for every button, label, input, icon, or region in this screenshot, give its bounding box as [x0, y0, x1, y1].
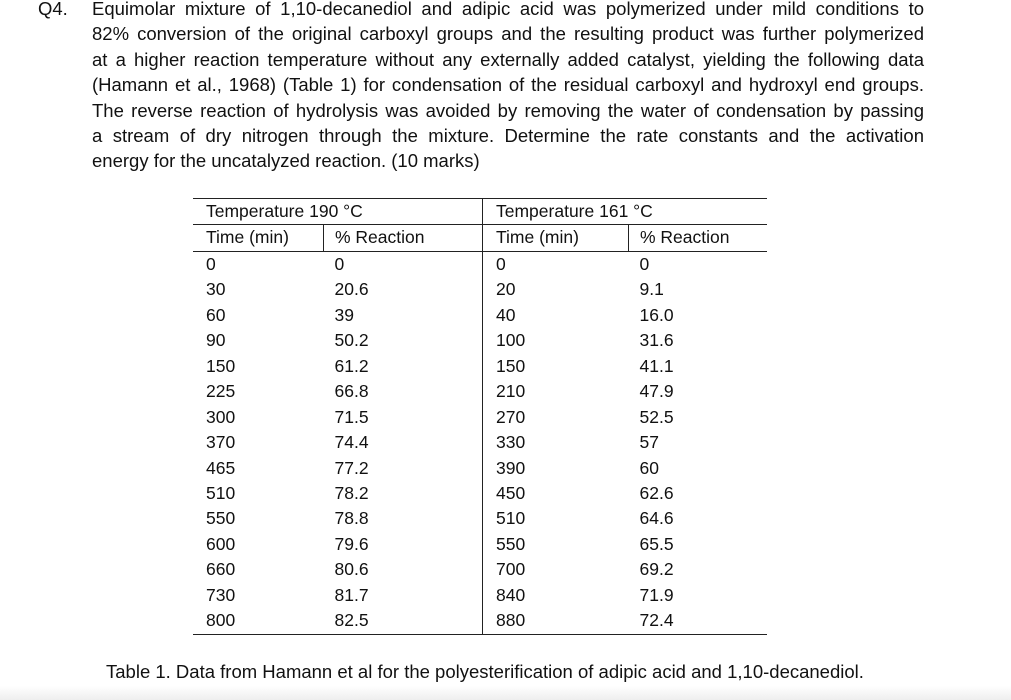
table-row: [483, 583, 767, 608]
time-cell: 600: [206, 533, 236, 554]
question-line: (Hamann et al., 1968) (Table 1) for condensation of the residual carboxyl and hydroxyl end groups.: [92, 74, 924, 96]
column-header-time: Time (min): [193, 225, 324, 251]
time-cell: 660: [206, 559, 236, 580]
table-row: [483, 506, 767, 531]
reaction-cell: 69.2: [639, 559, 674, 580]
time-cell: 800: [193, 608, 324, 634]
table-row: [483, 608, 767, 634]
time-cell: 90: [206, 330, 226, 351]
table-row: [483, 354, 767, 379]
reaction-cell: 60: [639, 457, 659, 478]
question-text: [92, 0, 924, 174]
time-cell: 465: [206, 457, 236, 478]
table-title: Temperature 190 °C: [193, 199, 483, 225]
question-line: at a higher reaction temperature without any externally added catalyst, yielding the following data: [92, 48, 924, 70]
time-cell: 150: [206, 355, 236, 376]
table-row: [193, 405, 483, 430]
table-row: [193, 583, 483, 608]
time-cell: 30: [206, 279, 226, 300]
table-body: [193, 251, 483, 634]
table-row: [483, 557, 767, 582]
table-row: [193, 277, 483, 302]
time-cell: 0: [496, 253, 506, 274]
table-row: [483, 532, 767, 557]
table-row: [193, 251, 483, 277]
column-header-reaction: % Reaction: [629, 225, 768, 251]
time-cell: 0: [206, 253, 216, 274]
reaction-cell: 80.6: [334, 559, 369, 580]
table-row: [483, 251, 767, 277]
reaction-cell: 77.2: [334, 457, 369, 478]
time-cell: 390: [496, 457, 526, 478]
reaction-cell: 74.4: [334, 432, 369, 453]
table-row: [483, 481, 767, 506]
reaction-cell: 52.5: [639, 406, 674, 427]
reaction-cell: 61.2: [334, 355, 369, 376]
time-cell: 40: [496, 304, 516, 325]
reaction-cell: 47.9: [639, 381, 674, 402]
reaction-cell: 82.5: [324, 608, 483, 634]
question-number: Q4.: [38, 0, 68, 19]
time-cell: 270: [496, 406, 526, 427]
reaction-cell: 20.6: [334, 279, 369, 300]
table-row: [193, 481, 483, 506]
reaction-cell: 31.6: [639, 330, 674, 351]
time-cell: 510: [496, 508, 526, 529]
reaction-cell: 0: [334, 253, 345, 274]
reaction-cell: 9.1: [639, 279, 664, 300]
reaction-cell: 78.8: [334, 508, 369, 529]
table-row: [483, 303, 767, 328]
time-cell: 100: [496, 330, 526, 351]
reaction-cell: 0: [639, 253, 650, 274]
table-caption: Table 1. Data from Hamann et al for the polyesterification of adipic acid and 1,10-decanediol.: [106, 661, 864, 682]
time-cell: 550: [206, 508, 236, 529]
time-cell: 700: [496, 559, 526, 580]
reaction-cell: 71.9: [639, 584, 674, 605]
reaction-cell: 16.0: [639, 304, 674, 325]
reaction-cell: 39: [334, 304, 354, 325]
table-row: [193, 379, 483, 404]
page-bottom-shadow: [0, 686, 1011, 700]
time-cell: 150: [496, 355, 526, 376]
table-row: [193, 506, 483, 531]
question-line: 82% conversion of the original carboxyl groups and the resulting product was further polymerized: [92, 23, 924, 45]
table-row: [193, 430, 483, 455]
time-cell: 300: [206, 406, 236, 427]
table-row: [193, 354, 483, 379]
time-cell: 450: [496, 482, 526, 503]
table-161c: [483, 198, 767, 635]
table-190c: [193, 198, 483, 635]
time-cell: 210: [496, 381, 526, 402]
table-row: [193, 303, 483, 328]
reaction-cell: 66.8: [334, 381, 369, 402]
question-line: energy for the uncatalyzed reaction. (10 marks): [92, 150, 480, 172]
column-header-reaction: % Reaction: [324, 225, 483, 251]
time-cell: 840: [496, 584, 526, 605]
table-row: [193, 557, 483, 582]
table-row: [193, 328, 483, 353]
time-cell: 330: [496, 432, 526, 453]
column-header-time: Time (min): [483, 225, 629, 251]
question-line: The reverse reaction of hydrolysis was avoided by removing the water of condensation by passing: [92, 99, 924, 121]
time-cell: 60: [206, 304, 226, 325]
table-row: [483, 328, 767, 353]
time-cell: 730: [206, 584, 236, 605]
question-line: Equimolar mixture of 1,10-decanediol and adipic acid was polymerized under mild conditions to: [92, 0, 924, 19]
reaction-cell: 50.2: [334, 330, 369, 351]
reaction-cell: 64.6: [639, 508, 674, 529]
reaction-cell: 57: [639, 432, 659, 453]
table-row: [483, 430, 767, 455]
time-cell: 20: [496, 279, 516, 300]
reaction-cell: 79.6: [334, 533, 369, 554]
table-row: [193, 456, 483, 481]
time-cell: 550: [496, 533, 526, 554]
reaction-cell: 65.5: [639, 533, 674, 554]
time-cell: 510: [206, 482, 236, 503]
table-row: [483, 456, 767, 481]
reaction-cell: 81.7: [334, 584, 369, 605]
time-cell: 225: [206, 381, 236, 402]
question-line: a stream of dry nitrogen through the mixture. Determine the rate constants and the activation: [92, 125, 924, 147]
time-cell: 370: [206, 432, 236, 453]
table-row: [483, 379, 767, 404]
table-row: [193, 532, 483, 557]
table-row: [483, 405, 767, 430]
reaction-cell: 72.4: [629, 608, 768, 634]
reaction-cell: 78.2: [334, 482, 369, 503]
table-title: Temperature 161 °C: [483, 199, 767, 225]
reaction-cell: 71.5: [334, 406, 369, 427]
table-row: [193, 608, 483, 634]
table-row: [483, 277, 767, 302]
reaction-cell: 41.1: [639, 355, 674, 376]
table-body: [483, 251, 767, 634]
reaction-cell: 62.6: [639, 482, 674, 503]
time-cell: 880: [483, 608, 629, 634]
